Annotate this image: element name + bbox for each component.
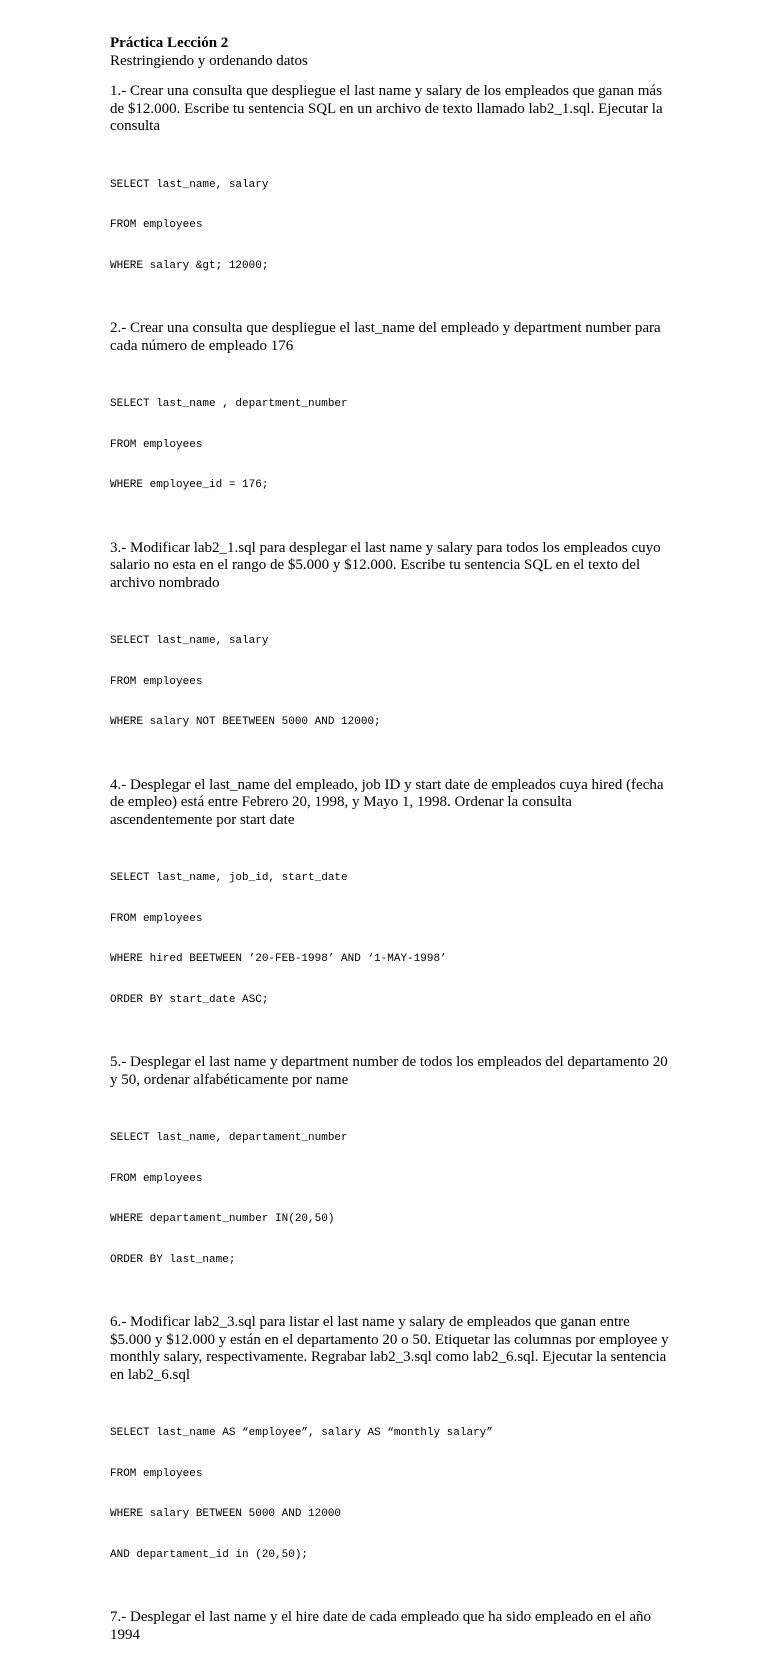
exercise-prompt: 4.- Desplegar el last_name del empleado, job ID y start date de empleados cuya hired (fecha de empleo) está entre Febrero 20, 1998, y Mayo 1, 1998. Ordenar la consulta ascendentemente por start date <box>110 776 664 828</box>
exercise-prompt: 2.- Crear una consulta que despliegue el last_name del empleado y department number para cada número de empleado 176 <box>110 320 661 354</box>
code-line: ORDER BY last_name; <box>110 1253 236 1266</box>
code-line: WHERE hired BEETWEEN ’20-FEB-1998’ AND ‘1-MAY-1998’ <box>110 953 447 965</box>
exercise-prompt: 6.- Modificar lab2_3.sql para listar el last name y salary de empleados que ganan entre $5.000 y $12.000 y están en el departamento 20 o 50. Etiquetar las columnas por employee y monthly salary, respectivamente. Regrabar lab2_3.sql como lab2_6.sql. Ejecutar la sentencia en lab2_6.sql <box>110 1314 669 1383</box>
code-line: WHERE employee_id = 176; <box>110 479 269 491</box>
sql-code-block <box>110 1105 670 1294</box>
exercise-7 <box>110 1609 670 1644</box>
code-line: SELECT last_name AS “employee”, salary AS “monthly salary” <box>110 1427 493 1439</box>
sql-code-block <box>110 608 670 757</box>
code-line: AND departament_id in (20,50); <box>110 1548 309 1561</box>
exercise-prompt: 3.- Modificar lab2_1.sql para desplegar el last name y salary para todos los empleados cuyo salario no esta en el rango de $5.000 y $12.000. Escribe tu sentencia SQL en el texto del archivo nombrado <box>110 539 661 591</box>
sql-code-block <box>110 152 670 301</box>
code-line: SELECT last_name, salary <box>110 178 269 191</box>
code-line: FROM employees <box>110 912 203 925</box>
code-line: FROM employees <box>110 1467 203 1480</box>
sql-code-block <box>110 845 670 1034</box>
code-line: FROM employees <box>110 1172 203 1185</box>
code-line: WHERE salary &gt; 12000; <box>110 259 269 272</box>
code-line: SELECT last_name, salary <box>110 635 269 647</box>
doc-subtitle: Restringiendo y ordenando datos <box>110 53 308 69</box>
exercise-3 <box>110 540 670 757</box>
exercise-6 <box>110 1314 670 1589</box>
code-line: FROM employees <box>110 675 203 688</box>
exercise-prompt: 7.- Desplegar el last name y el hire date de cada empleado que ha sido empleado en el año 1994 <box>110 1609 652 1643</box>
exercise-5 <box>110 1054 670 1294</box>
exercise-4 <box>110 777 670 1035</box>
document-page <box>110 34 670 1660</box>
exercise-1 <box>110 83 670 300</box>
code-line: FROM employees <box>110 219 203 231</box>
code-line: SELECT last_name, departament_number <box>110 1132 348 1144</box>
code-line: WHERE salary BETWEEN 5000 AND 12000 <box>110 1508 342 1520</box>
exercise-2 <box>110 320 670 520</box>
doc-title: Práctica Lección 2 <box>110 35 229 51</box>
code-line: SELECT last_name , department_number <box>110 398 348 410</box>
sql-code-block <box>110 371 670 520</box>
exercise-prompt: 1.- Crear una consulta que despliegue el last name y salary de los empleados que ganan más de $12.000. Escribe tu sentencia SQL en un archivo de texto llamado lab2_1.sql. Ejecutar la consulta <box>110 83 663 134</box>
sql-code-block <box>110 1400 670 1589</box>
code-line: WHERE salary NOT BEETWEEN 5000 AND 12000; <box>110 716 381 728</box>
code-line: SELECT last_name, job_id, start_date <box>110 872 348 884</box>
code-line: WHERE departament_number IN(20,50) <box>110 1213 335 1225</box>
code-line: ORDER BY start_date ASC; <box>110 993 269 1006</box>
exercise-prompt: 5.- Desplegar el last name y department number de todos los empleados del departamento 20 y 50, ordenar alfabéticamente por name <box>110 1054 668 1088</box>
code-line: FROM employees <box>110 438 203 451</box>
